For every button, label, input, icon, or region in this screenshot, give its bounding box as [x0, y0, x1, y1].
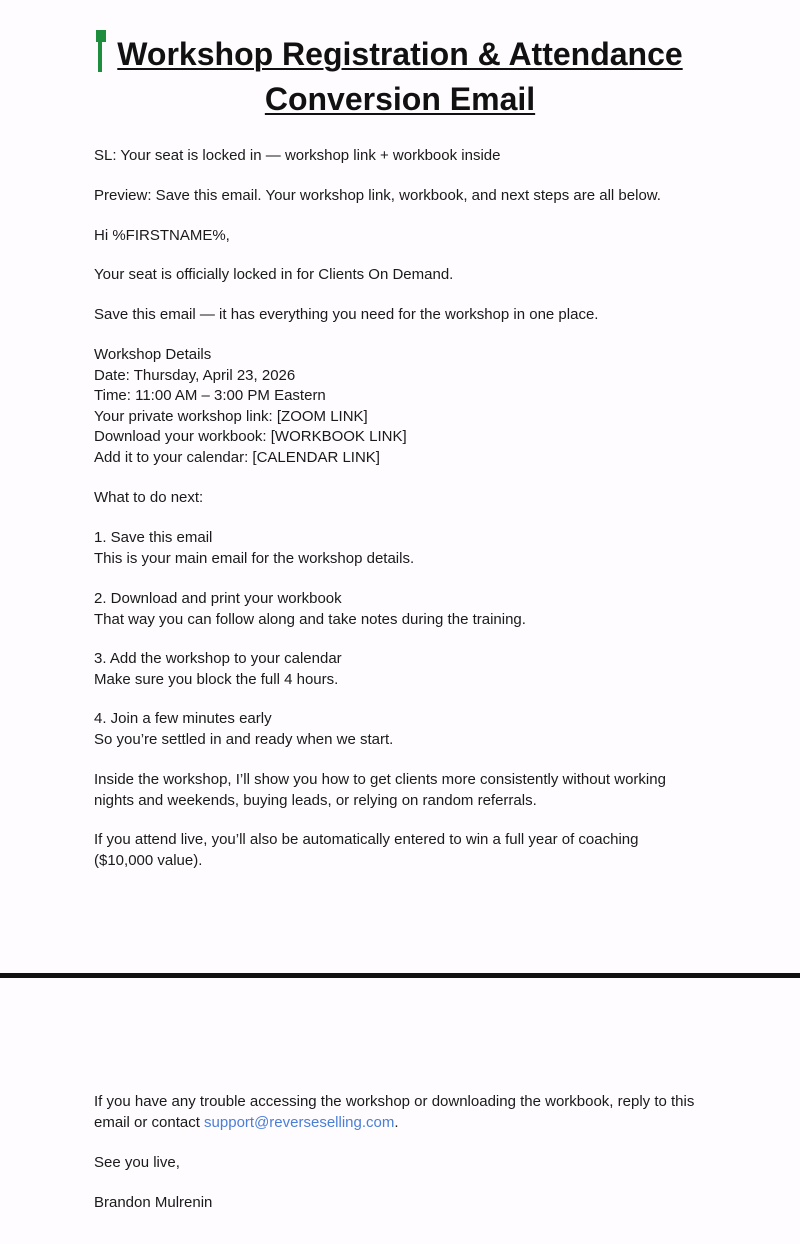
step-3	[94, 649, 734, 690]
details-zoom-link: Your private workshop link: [ZOOM LINK]	[94, 407, 368, 425]
step-description: This is your main email for the workshop details.	[94, 549, 415, 567]
document-title	[0, 32, 800, 122]
step-description: So you’re settled in and ready when we start.	[94, 730, 394, 748]
save-paragraph: Save this email — it has everything you need for the workshop in one place.	[94, 306, 599, 323]
seat-paragraph: Your seat is officially locked in for Clients On Demand.	[94, 266, 454, 283]
title-line-2: Conversion Email	[264, 81, 536, 117]
step-title: 2. Download and print your workbook	[94, 590, 342, 607]
workshop-details	[94, 345, 734, 468]
greeting-block	[94, 226, 734, 247]
subject-line-block	[94, 146, 734, 167]
next-heading: What to do next:	[94, 489, 204, 506]
inside-paragraph-block	[94, 770, 704, 811]
signoff-block	[94, 1153, 734, 1174]
step-2	[94, 589, 734, 630]
save-paragraph-block	[94, 305, 734, 326]
details-date: Date: Thursday, April 23, 2026	[94, 366, 296, 384]
step-title: 4. Join a few minutes early	[94, 710, 272, 727]
details-time: Time: 11:00 AM – 3:00 PM Eastern	[94, 387, 326, 404]
inside-paragraph: Inside the workshop, I’ll show you how to get clients more consistently without working nights and weekends, buying leads, or relying on random referrals.	[94, 771, 671, 809]
support-email-link[interactable]: support@reverseselling.com	[204, 1113, 395, 1131]
page-break-divider	[0, 973, 800, 978]
signoff: See you live,	[94, 1154, 180, 1171]
step-1	[94, 528, 734, 569]
step-description: Make sure you block the full 4 hours.	[94, 670, 339, 688]
step-description: That way you can follow along and take notes during the training.	[94, 610, 526, 628]
attend-paragraph: If you attend live, you’ll also be automatically entered to win a full year of coaching ($10,000 value).	[94, 831, 643, 869]
greeting: Hi %FIRSTNAME%,	[94, 227, 230, 244]
step-4	[94, 709, 734, 750]
details-workbook-link: Download your workbook: [WORKBOOK LINK]	[94, 428, 407, 445]
preview-text: Preview: Save this email. Your workshop link, workbook, and next steps are all below.	[94, 187, 661, 204]
next-heading-block	[94, 488, 734, 509]
title-line-1: Workshop Registration & Attendance	[117, 36, 683, 72]
preview-block	[94, 186, 734, 207]
trouble-text: If you have any trouble accessing the workshop or downloading the workbook, reply to this email or contact	[94, 1093, 699, 1131]
details-heading: Workshop Details	[94, 346, 212, 363]
step-title: 1. Save this email	[94, 529, 213, 546]
trouble-text-end: .	[394, 1113, 399, 1131]
attend-paragraph-block	[94, 830, 694, 871]
seat-paragraph-block	[94, 265, 734, 286]
step-title: 3. Add the workshop to your calendar	[94, 650, 342, 667]
signature-block	[94, 1193, 734, 1214]
trouble-paragraph-block	[94, 1092, 704, 1133]
trouble-paragraph	[94, 1092, 704, 1133]
details-calendar-link: Add it to your calendar: [CALENDAR LINK]	[94, 448, 380, 466]
subject-line: SL: Your seat is locked in — workshop link + workbook inside	[94, 147, 501, 164]
signature: Brandon Mulrenin	[94, 1194, 213, 1211]
